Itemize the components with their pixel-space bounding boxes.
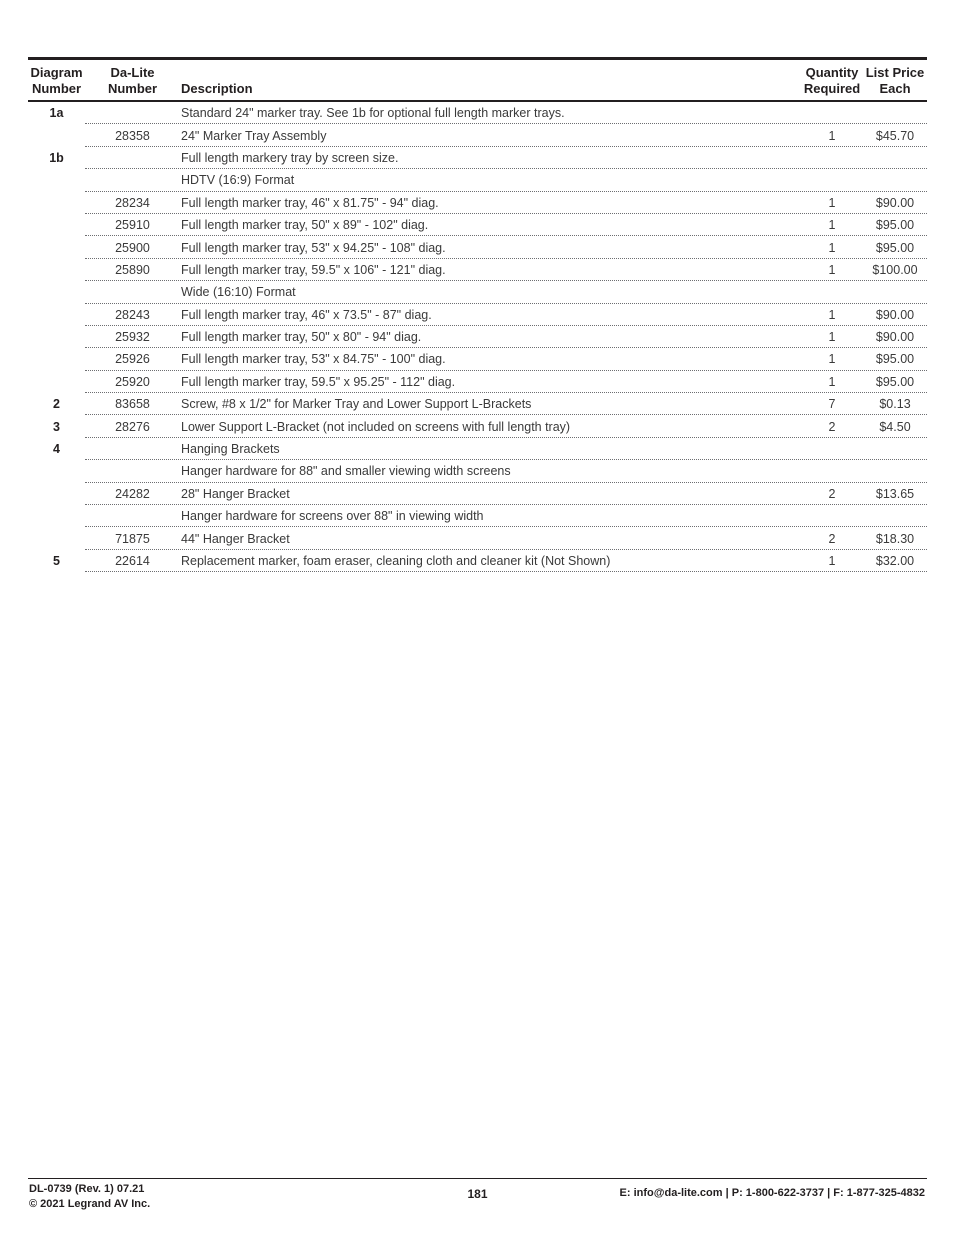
cell-quantity: 2 xyxy=(828,531,836,546)
cell-price: $45.70 xyxy=(875,128,915,143)
cell-quantity: 2 xyxy=(828,419,836,434)
cell-description: 28" Hanger Bracket xyxy=(181,486,290,501)
table-row xyxy=(28,304,927,326)
table-row xyxy=(28,438,927,460)
table-row xyxy=(28,281,927,303)
cell-diagram-number: 3 xyxy=(53,419,60,434)
table-row xyxy=(28,326,927,348)
table-row xyxy=(28,483,927,505)
page-footer xyxy=(28,1178,927,1210)
cell-quantity: 7 xyxy=(828,397,836,412)
table-row xyxy=(28,505,927,527)
cell-diagram-number: 1b xyxy=(49,150,64,165)
header-quantity-required: Quantity Required xyxy=(803,65,861,96)
cell-description: Hanger hardware for screens over 88" in viewing width xyxy=(181,509,484,524)
cell-dalite-number: 28243 xyxy=(115,307,150,322)
cell-dalite-number: 28276 xyxy=(115,419,150,434)
contact-info: E: info@da-lite.com | P: 1-800-622-3737 | F: 1-877-325-4832 xyxy=(619,1187,925,1199)
copyright: © 2021 Legrand AV Inc. xyxy=(29,1198,151,1210)
cell-description: Replacement marker, foam eraser, cleaning cloth and cleaner kit (Not Shown) xyxy=(181,554,611,568)
table-header xyxy=(28,60,927,102)
cell-quantity: 1 xyxy=(828,554,836,568)
table-row xyxy=(28,214,927,236)
cell-price: $95.00 xyxy=(875,240,915,255)
cell-description: Full length marker tray, 50" x 89" - 102" diag. xyxy=(181,218,429,233)
cell-dalite-number: 22614 xyxy=(115,554,150,568)
cell-diagram-number: 4 xyxy=(53,442,60,457)
cell-quantity: 1 xyxy=(828,374,836,389)
cell-diagram-number: 5 xyxy=(53,554,60,568)
cell-description: Hanging Brackets xyxy=(181,442,280,457)
cell-price: $32.00 xyxy=(875,554,915,568)
header-dalite-number: Da-Lite Number xyxy=(107,65,158,96)
table-row xyxy=(28,415,927,437)
cell-dalite-number: 28234 xyxy=(115,195,150,210)
parts-table xyxy=(28,57,927,572)
cell-description: Full length marker tray, 46" x 81.75" - 94" diag. xyxy=(181,195,439,210)
cell-description: Wide (16:10) Format xyxy=(181,285,296,300)
header-description: Description xyxy=(181,81,253,96)
table-row xyxy=(28,259,927,281)
cell-dalite-number: 83658 xyxy=(115,397,150,412)
cell-price: $95.00 xyxy=(875,352,915,367)
cell-dalite-number: 71875 xyxy=(115,531,150,546)
cell-price: $95.00 xyxy=(875,374,915,389)
cell-price: $95.00 xyxy=(875,218,915,233)
cell-price: $4.50 xyxy=(879,419,911,434)
cell-dalite-number: 28358 xyxy=(115,128,150,143)
cell-quantity: 1 xyxy=(828,128,836,143)
cell-price: $100.00 xyxy=(872,262,918,277)
cell-description: HDTV (16:9) Format xyxy=(181,173,295,188)
cell-description: Full length marker tray, 50" x 80" - 94" diag. xyxy=(181,330,422,345)
cell-price: $0.13 xyxy=(879,397,911,412)
cell-description: Screw, #8 x 1/2" for Marker Tray and Lower Support L-Brackets xyxy=(181,397,532,412)
table-row xyxy=(28,550,927,572)
cell-description: 24" Marker Tray Assembly xyxy=(181,128,327,143)
table-body xyxy=(28,102,927,572)
table-row xyxy=(28,348,927,370)
cell-description: Full length marker tray, 46" x 73.5" - 87" diag. xyxy=(181,307,432,322)
table-row xyxy=(28,460,927,482)
cell-price: $90.00 xyxy=(875,330,915,345)
cell-dalite-number: 25926 xyxy=(115,352,150,367)
cell-price: $90.00 xyxy=(875,307,915,322)
cell-price: $90.00 xyxy=(875,195,915,210)
cell-description: Full length marker tray, 53" x 94.25" - 108" diag. xyxy=(181,240,446,255)
header-diagram-number: Diagram Number xyxy=(30,65,83,96)
table-row xyxy=(28,102,927,124)
cell-quantity: 1 xyxy=(828,218,836,233)
table-row xyxy=(28,527,927,549)
cell-description: Standard 24" marker tray. See 1b for optional full length marker trays. xyxy=(181,106,565,121)
table-row xyxy=(28,393,927,415)
cell-diagram-number: 1a xyxy=(49,106,64,121)
cell-quantity: 1 xyxy=(828,307,836,322)
cell-price: $13.65 xyxy=(875,486,915,501)
cell-quantity: 1 xyxy=(828,352,836,367)
cell-quantity: 1 xyxy=(828,330,836,345)
table-row xyxy=(28,236,927,258)
cell-description: Lower Support L-Bracket (not included on screens with full length tray) xyxy=(181,419,571,434)
cell-quantity: 1 xyxy=(828,262,836,277)
cell-quantity: 1 xyxy=(828,240,836,255)
cell-dalite-number: 24282 xyxy=(115,486,150,501)
cell-dalite-number: 25932 xyxy=(115,330,150,345)
page-number: 181 xyxy=(467,1187,488,1201)
doc-id: DL-0739 (Rev. 1) 07.21 xyxy=(29,1183,145,1195)
cell-description: Hanger hardware for 88" and smaller viewing width screens xyxy=(181,464,511,479)
table-row xyxy=(28,371,927,393)
cell-quantity: 1 xyxy=(828,195,836,210)
cell-description: Full length marker tray, 59.5" x 95.25" - 112" diag. xyxy=(181,374,456,389)
cell-dalite-number: 25900 xyxy=(115,240,150,255)
table-row xyxy=(28,192,927,214)
cell-price: $18.30 xyxy=(875,531,915,546)
table-row xyxy=(28,147,927,169)
cell-description: 44" Hanger Bracket xyxy=(181,531,290,546)
cell-quantity: 2 xyxy=(828,486,836,501)
table-row xyxy=(28,124,927,146)
cell-dalite-number: 25910 xyxy=(115,218,150,233)
cell-dalite-number: 25890 xyxy=(115,262,150,277)
cell-diagram-number: 2 xyxy=(53,397,60,412)
cell-dalite-number: 25920 xyxy=(115,374,150,389)
table-row xyxy=(28,169,927,191)
cell-description: Full length markery tray by screen size. xyxy=(181,150,399,165)
header-list-price: List Price Each xyxy=(865,65,925,96)
cell-description: Full length marker tray, 53" x 84.75" - 100" diag. xyxy=(181,352,446,367)
cell-description: Full length marker tray, 59.5" x 106" - 121" diag. xyxy=(181,262,446,277)
